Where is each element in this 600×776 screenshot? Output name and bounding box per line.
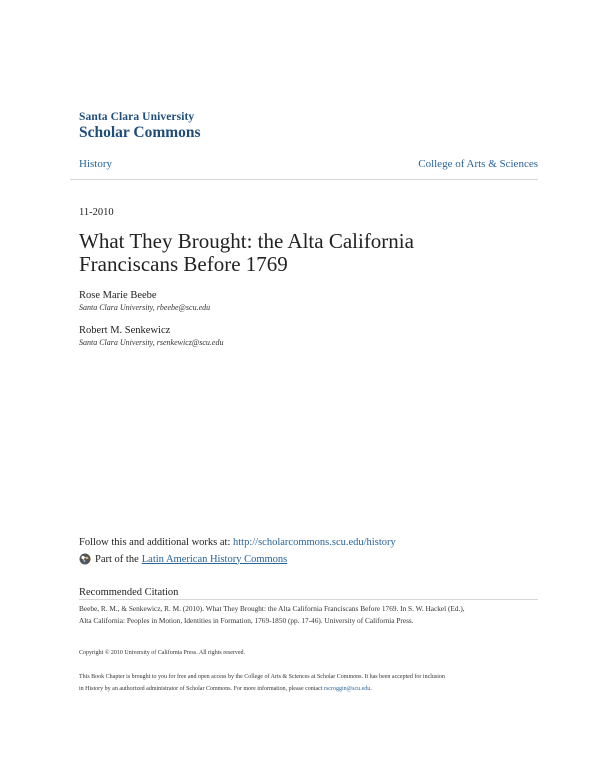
nav-divider bbox=[70, 179, 538, 180]
citation-line: Alta California: Peoples in Motion, Identities in Formation, 1769-1850 (pp. 17-46). University of California Press. bbox=[79, 616, 414, 625]
latin-american-history-link[interactable]: Latin American History Commons bbox=[141, 553, 288, 565]
collection-url-link[interactable]: http://scholarcommons.scu.edu/history bbox=[233, 537, 396, 548]
nav-college-link[interactable]: College of Arts & Sciences bbox=[418, 158, 538, 170]
notice-line: This Book Chapter is brought to you for free and open access by the College of Arts & Sciences at Scholar Commons. It has been accepted for inclusion bbox=[79, 674, 445, 680]
network-icon bbox=[79, 553, 91, 565]
citation-text bbox=[79, 603, 539, 627]
citation-line: Beebe, R. M., & Senkewicz, R. M. (2010). What They Brought: the Alta California Franciscans Before 1769. In S. W. Hackel (Ed.), bbox=[79, 604, 465, 613]
author-email[interactable]: rbeebe@scu.edu bbox=[156, 303, 211, 312]
title-line: Franciscans Before 1769 bbox=[79, 252, 288, 276]
author-email[interactable]: rsenkewicz@scu.edu bbox=[156, 338, 224, 347]
copyright-notice: Copyright © 2010 University of California Press. All rights reserved. bbox=[79, 650, 246, 656]
nav-history-link[interactable]: History bbox=[79, 158, 112, 170]
repository-name: Scholar Commons bbox=[79, 124, 201, 141]
title-line: What They Brought: the Alta California bbox=[79, 229, 414, 253]
notice-prefix: in History by an authorized administrator of Scholar Commons. For more information, please contact bbox=[79, 686, 323, 692]
repository-brand[interactable] bbox=[79, 111, 201, 142]
author-affiliation: Santa Clara University, rbeebe@scu.edu bbox=[79, 303, 211, 312]
citation-heading: Recommended Citation bbox=[79, 587, 179, 598]
affiliation-name: Santa Clara University bbox=[79, 338, 153, 347]
partof-line bbox=[79, 553, 287, 565]
follow-line bbox=[79, 537, 396, 548]
document-title bbox=[79, 230, 539, 276]
partof-prefix: Part of the bbox=[95, 553, 139, 565]
author-entry bbox=[79, 290, 210, 312]
author-name: Rose Marie Beebe bbox=[79, 290, 157, 301]
access-notice bbox=[79, 671, 539, 695]
university-name: Santa Clara University bbox=[79, 111, 195, 123]
citation-divider bbox=[79, 599, 538, 600]
publication-date: 11-2010 bbox=[79, 207, 114, 218]
affiliation-name: Santa Clara University bbox=[79, 303, 153, 312]
author-entry bbox=[79, 325, 223, 347]
notice-line bbox=[79, 683, 539, 695]
contact-email-link[interactable]: rscroggin@scu.edu bbox=[323, 686, 371, 692]
author-affiliation: Santa Clara University, rsenkewicz@scu.edu bbox=[79, 338, 224, 347]
author-name: Robert M. Senkewicz bbox=[79, 325, 171, 336]
notice-suffix: . bbox=[370, 686, 372, 692]
follow-prefix: Follow this and additional works at: bbox=[79, 537, 231, 548]
